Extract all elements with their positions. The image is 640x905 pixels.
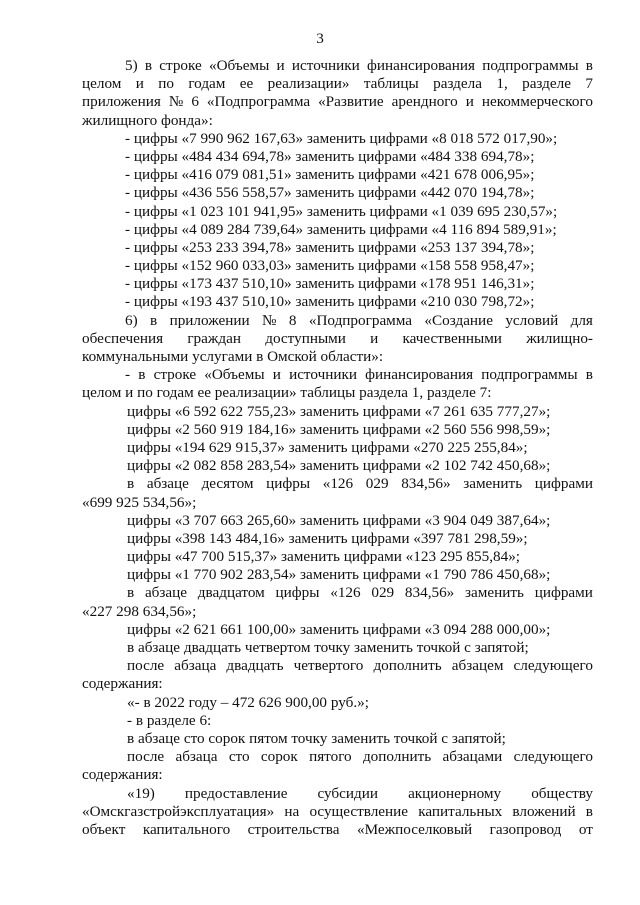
word: доступными bbox=[265, 329, 346, 347]
text-line: «227 298 634,56»; bbox=[82, 602, 197, 620]
word: раздела bbox=[433, 75, 482, 93]
word: и bbox=[276, 57, 285, 74]
word: «Подпрограмма bbox=[308, 311, 413, 329]
text-line: - цифры «152 960 033,03» заменить цифрами «158 558 958,47»; bbox=[125, 257, 535, 275]
word: пятого bbox=[309, 748, 352, 766]
word: обеспечения bbox=[82, 329, 164, 347]
word: строке bbox=[159, 57, 202, 74]
word: капитального bbox=[142, 820, 231, 838]
word: «126 bbox=[330, 584, 361, 602]
word: цифры bbox=[275, 584, 320, 602]
word: обществу bbox=[531, 784, 593, 802]
word: заменить bbox=[463, 475, 523, 493]
word: в bbox=[127, 475, 135, 493]
word: «126 bbox=[322, 475, 354, 493]
word: и bbox=[465, 93, 474, 111]
word: 834,56» bbox=[404, 584, 455, 602]
text-line: цифры «2 621 661 100,00» заменить цифрами «3 094 288 000,00»; bbox=[127, 620, 551, 638]
word: от bbox=[578, 820, 593, 838]
text-line bbox=[82, 75, 593, 93]
word: следующего bbox=[513, 657, 593, 675]
word: «Омскгазстройэксплуатация» bbox=[82, 802, 275, 820]
word: жилищно- bbox=[526, 329, 593, 347]
word: и bbox=[272, 366, 281, 384]
text-line bbox=[82, 330, 593, 348]
word: абзаце bbox=[144, 584, 188, 602]
word: строительства bbox=[247, 820, 340, 838]
word: таблицы bbox=[363, 75, 419, 93]
text-line bbox=[82, 93, 593, 111]
text-line bbox=[82, 803, 593, 821]
word: - bbox=[125, 366, 131, 384]
word: «19) bbox=[127, 784, 155, 802]
word: в bbox=[144, 57, 153, 74]
word: граждан bbox=[187, 329, 241, 347]
word: цифрами bbox=[534, 475, 593, 493]
text-line: - цифры «484 434 694,78» заменить цифрами «484 338 694,78»; bbox=[125, 147, 535, 165]
text-line: цифры «2 560 919 184,16» заменить цифрами «2 560 556 998,59»; bbox=[127, 420, 551, 438]
word: после bbox=[127, 657, 165, 675]
word: 029 bbox=[371, 584, 395, 602]
word: 1, bbox=[496, 75, 508, 93]
word: «Объемы bbox=[204, 366, 265, 384]
word: вложений bbox=[512, 802, 576, 820]
word: некоммерческого bbox=[481, 93, 593, 111]
word: абзаца bbox=[175, 748, 218, 766]
word: подпрограммы bbox=[482, 57, 579, 74]
word: подпрограммы bbox=[481, 366, 578, 384]
word: газопровод bbox=[489, 820, 562, 838]
text-line bbox=[82, 312, 593, 330]
word: 8 bbox=[288, 311, 297, 329]
text-line: - цифры «193 437 510,10» заменить цифрами «210 030 798,72»; bbox=[125, 293, 535, 311]
word: в bbox=[585, 366, 593, 384]
word: осуществление bbox=[309, 802, 409, 820]
word: для bbox=[570, 311, 593, 329]
text-line: целом и по годам ее реализации» таблицы раздела 1, разделе 7: bbox=[82, 384, 492, 402]
text-line: цифры «47 700 515,37» заменить цифрами «123 295 855,84»; bbox=[127, 548, 521, 566]
word: дополнить bbox=[373, 657, 442, 675]
word: четвертого bbox=[293, 657, 364, 675]
word: в bbox=[585, 802, 593, 820]
text-line bbox=[82, 57, 593, 75]
word: разделе bbox=[522, 75, 571, 93]
text-line: «699 925 534,56»; bbox=[82, 493, 197, 511]
word: 7 bbox=[585, 75, 593, 93]
word: абзацем bbox=[451, 657, 504, 675]
text-line bbox=[82, 366, 593, 384]
word: 5) bbox=[125, 57, 138, 74]
text-line: - цифры «173 437 510,10» заменить цифрами «178 951 146,31»; bbox=[125, 275, 535, 293]
word: приложении bbox=[169, 311, 250, 329]
word: 6) bbox=[125, 311, 138, 329]
word: двадцать bbox=[226, 657, 284, 675]
text-line bbox=[82, 657, 593, 675]
word: цифрами bbox=[534, 584, 593, 602]
word: в bbox=[138, 366, 146, 384]
word: «Объемы bbox=[208, 57, 270, 74]
word: объект bbox=[82, 820, 126, 838]
word: десятом bbox=[201, 475, 254, 493]
word: абзаце bbox=[146, 475, 189, 493]
document-body bbox=[82, 57, 593, 839]
text-line: цифры «6 592 622 755,23» заменить цифрами «7 261 635 777,27»; bbox=[127, 402, 551, 420]
word: цифры bbox=[266, 475, 311, 493]
word: 6 bbox=[191, 93, 199, 111]
word: после bbox=[127, 748, 165, 766]
text-line: - цифры «253 233 394,78» заменить цифрами «253 137 394,78»; bbox=[125, 238, 535, 256]
text-line: цифры «398 143 484,16» заменить цифрами «397 781 298,59»; bbox=[127, 529, 528, 547]
text-line bbox=[82, 748, 593, 766]
word: следующего bbox=[513, 748, 593, 766]
text-line: содержания: bbox=[82, 675, 163, 693]
text-line bbox=[82, 475, 593, 493]
word: источники bbox=[291, 57, 360, 74]
word: источники bbox=[289, 366, 357, 384]
word: на bbox=[284, 802, 300, 820]
word: двадцатом bbox=[197, 584, 265, 602]
text-line: - цифры «7 990 962 167,63» заменить цифрами «8 018 572 017,90»; bbox=[125, 129, 558, 147]
word: и bbox=[135, 75, 144, 93]
text-line: в абзаце двадцать четвертом точку заменить точкой с запятой; bbox=[127, 639, 529, 656]
word: сто bbox=[228, 748, 250, 766]
text-line: жилищного фонда»: bbox=[82, 111, 213, 129]
word: ее bbox=[239, 75, 254, 93]
word: № bbox=[168, 93, 184, 111]
word: годам bbox=[188, 75, 226, 93]
text-line: содержания: bbox=[82, 766, 163, 784]
word: акционерному bbox=[408, 784, 502, 802]
text-line bbox=[82, 785, 593, 803]
word: капитальных bbox=[418, 802, 503, 820]
word: в bbox=[127, 584, 135, 602]
word: № bbox=[262, 311, 277, 329]
text-line: цифры «2 082 858 283,54» заменить цифрами «2 102 742 450,68»; bbox=[127, 457, 551, 475]
word: сорок bbox=[260, 748, 298, 766]
word: реализации» bbox=[267, 75, 350, 93]
text-line: - цифры «4 089 284 739,64» заменить цифрами «4 116 894 589,91»; bbox=[125, 220, 557, 238]
word: в bbox=[150, 311, 158, 329]
text-line: цифры «3 707 663 265,60» заменить цифрами «3 904 049 387,64»; bbox=[127, 511, 551, 529]
text-line: - цифры «416 079 081,51» заменить цифрами «421 678 006,95»; bbox=[125, 166, 535, 184]
text-line bbox=[82, 584, 593, 602]
word: «Подпрограмма bbox=[206, 93, 311, 111]
word: строке bbox=[153, 366, 197, 384]
text-line: в абзаце сто сорок пятом точку заменить точкой с запятой; bbox=[127, 729, 506, 747]
text-line: коммунальными услугами в Омской области»: bbox=[82, 348, 384, 365]
text-line: - цифры «1 023 101 941,95» заменить цифрами «1 039 695 230,57»; bbox=[125, 202, 558, 220]
word: «Межпоселковый bbox=[357, 820, 473, 838]
word: приложения bbox=[82, 93, 161, 111]
word: заменить bbox=[465, 584, 524, 602]
text-line bbox=[82, 821, 593, 839]
text-line: - в разделе 6: bbox=[127, 711, 212, 729]
word: качественными bbox=[402, 329, 502, 347]
page-number: 3 bbox=[316, 30, 324, 47]
word: по bbox=[158, 75, 174, 93]
word: абзаца bbox=[174, 657, 217, 675]
text-line: цифры «194 629 915,37» заменить цифрами «270 225 255,84»; bbox=[127, 438, 528, 456]
text-line: «- в 2022 году – 472 626 900,00 руб.»; bbox=[127, 693, 369, 711]
word: 029 bbox=[365, 475, 389, 493]
word: финансирования bbox=[367, 57, 475, 74]
word: и bbox=[370, 329, 379, 347]
word: предоставление bbox=[184, 784, 288, 802]
word: «Создание bbox=[424, 311, 493, 329]
word: финансирования bbox=[365, 366, 474, 384]
word: субсидии bbox=[317, 784, 379, 802]
word: в bbox=[585, 57, 593, 74]
word: абзацами bbox=[442, 748, 503, 766]
text-line: - цифры «436 556 558,57» заменить цифрами «442 070 194,78»; bbox=[125, 184, 535, 202]
text-line: цифры «1 770 902 283,54» заменить цифрами «1 790 786 450,68»; bbox=[127, 566, 551, 584]
word: дополнить bbox=[362, 748, 432, 766]
word: условий bbox=[505, 311, 559, 329]
word: «Развитие bbox=[318, 93, 384, 111]
word: целом bbox=[82, 75, 122, 93]
word: арендного bbox=[391, 93, 458, 111]
word: 834,56» bbox=[401, 475, 451, 493]
